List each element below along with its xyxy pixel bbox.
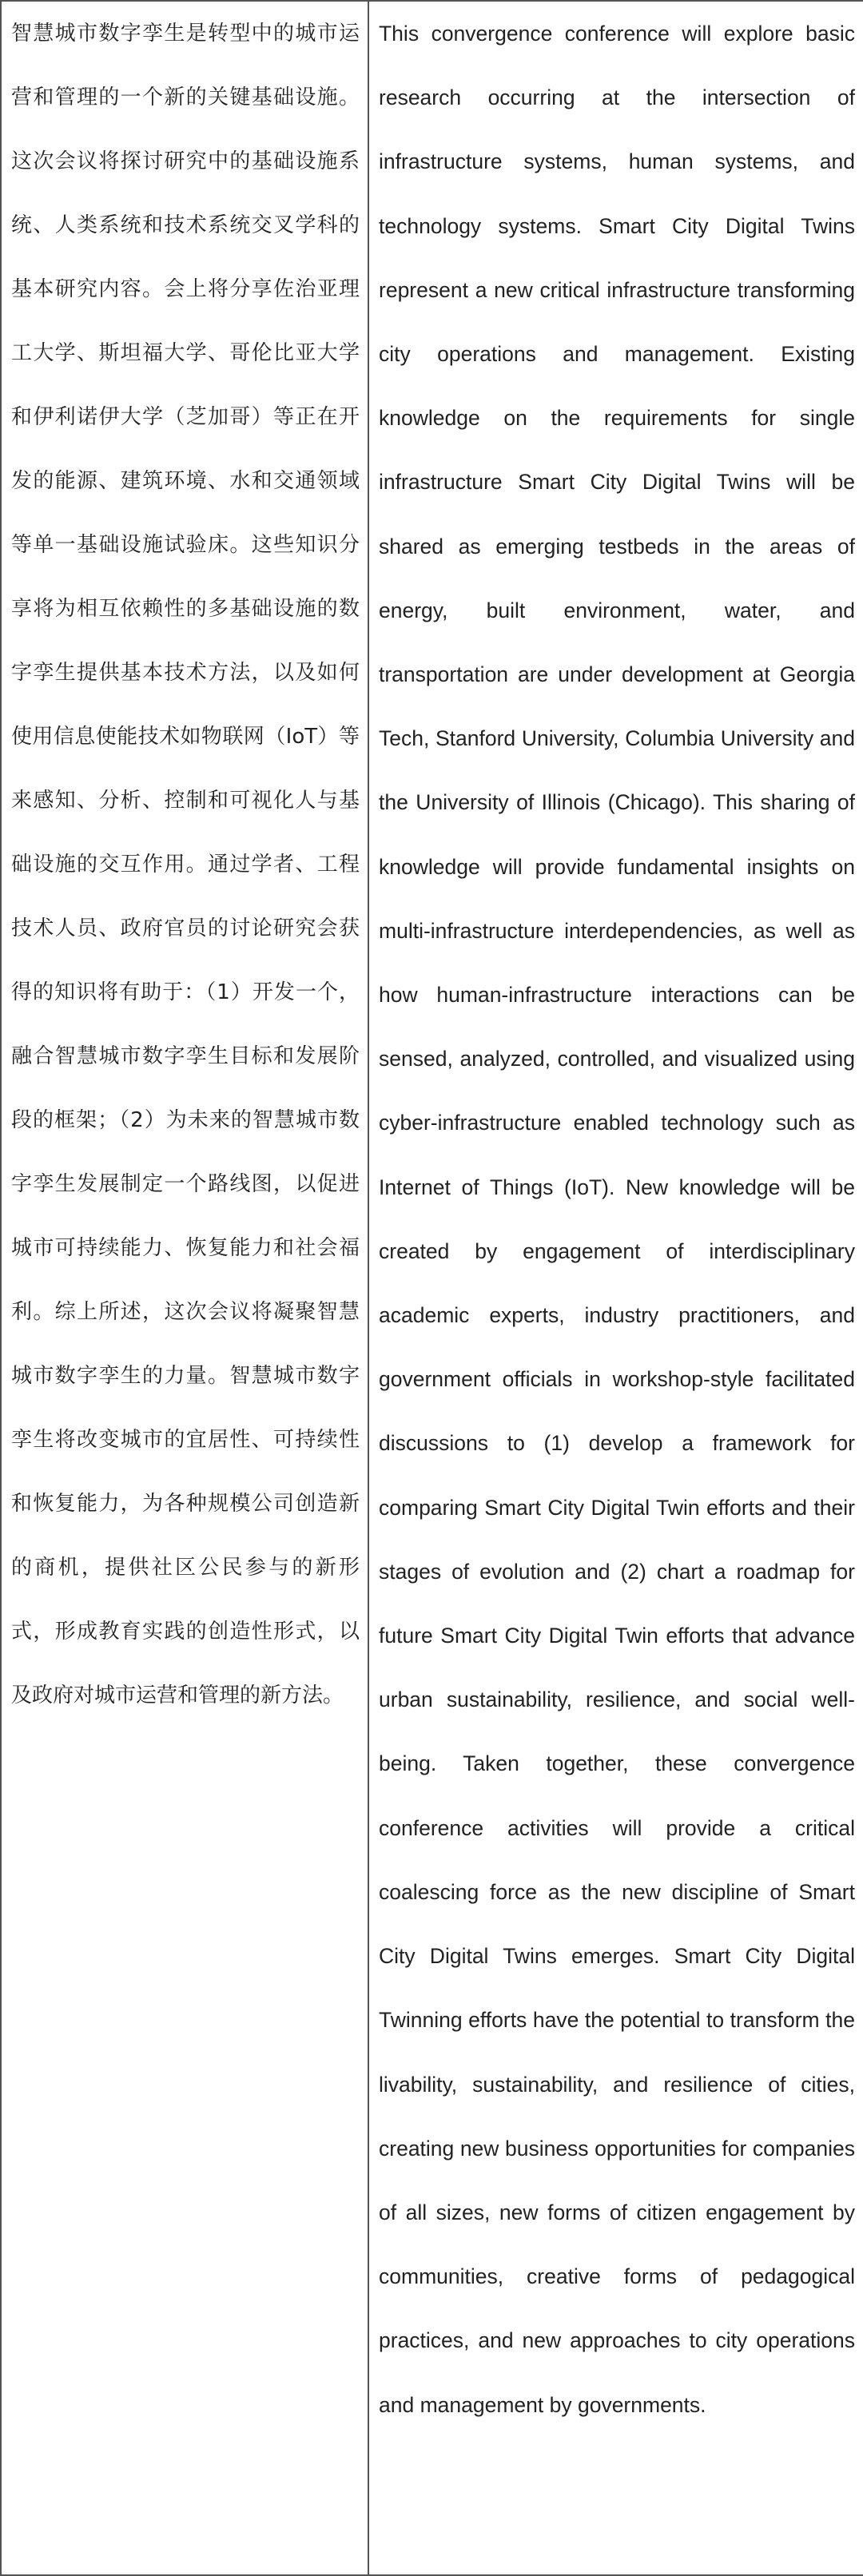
- chinese-paragraph: 智慧城市数字孪生是转型中的城市运营和管理的一个新的关键基础设施。这次会议将探讨研究中的基础设施系统、人类系统和技术系统交叉学科的基本研究内容。会上将分享佐治亚理工大学、斯坦福大学、哥伦比亚大学和伊利诺伊大学（芝加哥）等正在开发的能源、建筑环境、水和交通领域等单一基础设施试验床。这些知识分享将为相互依赖性的多基础设施的数字孪生提供基本技术方法，以及如何使用信息使能技术如物联网（IoT）等来感知、分析、控制和可视化人与基础设施的交互作用。通过学者、工程技术人员、政府官员的讨论研究会获得的知识将有助于：（1）开发一个，融合智慧城市数字孪生目标和发展阶段的框架；（2）为未来的智慧城市数字孪生发展制定一个路线图，以促进城市可持续能力、恢复能力和社会福利。综上所述，这次会议将凝聚智慧城市数字孪生的力量。智慧城市数字孪生将改变城市的宜居性、可持续性和恢复能力，为各种规模公司创造新的商机，提供社区公民参与的新形式，形成教育实践的创造性形式，以及政府对城市运营和管理的新方法。: [11, 22, 360, 1707]
- english-column: [368, 1, 863, 2575]
- table-row: [1, 1, 863, 2575]
- chinese-column: [1, 1, 368, 2575]
- english-paragraph: This convergence conference will explore basic research occurring at the intersection of infrastructure systems, human systems, and technology systems. Smart City Digital Twins represent a new critical infrastructure transforming city operations and management. Existing knowledge on the requirements for single infrastructure Smart City Digital Twins will be shared as emerging testbeds in the areas of energy, built environment, water, and transportation are under development at Georgia Tech, Stanford University, Columbia University and the University of Illinois (Chicago). This sharing of knowledge will provide fundamental insights on multi-infrastructure interdependencies, as well as how human-infrastructure interactions can be sensed, analyzed, controlled, and visualized using cyber-infrastructure enabled technology such as Internet of Things (IoT). New knowledge will be created by engagement of interdisciplinary academic experts, industry practitioners, and government officials in workshop-style facilitated discussions to (1) develop a framework for comparing Smart City Digital Twin efforts and their stages of evolution and (2) chart a roadmap for future Smart City Digital Twin efforts that advance urban sustainability, resilience, and social well-being. Taken together, these convergence conference activities will provide a critical coalescing force as the new discipline of Smart City Digital Twins emerges. Smart City Digital Twinning efforts have the potential to transform the livability, sustainability, and resilience of cities, creating new business opportunities for companies of all sizes, new forms of citizen engagement by communities, creative forms of pedagogical practices, and new approaches to city operations and management by governments.: [379, 22, 855, 2417]
